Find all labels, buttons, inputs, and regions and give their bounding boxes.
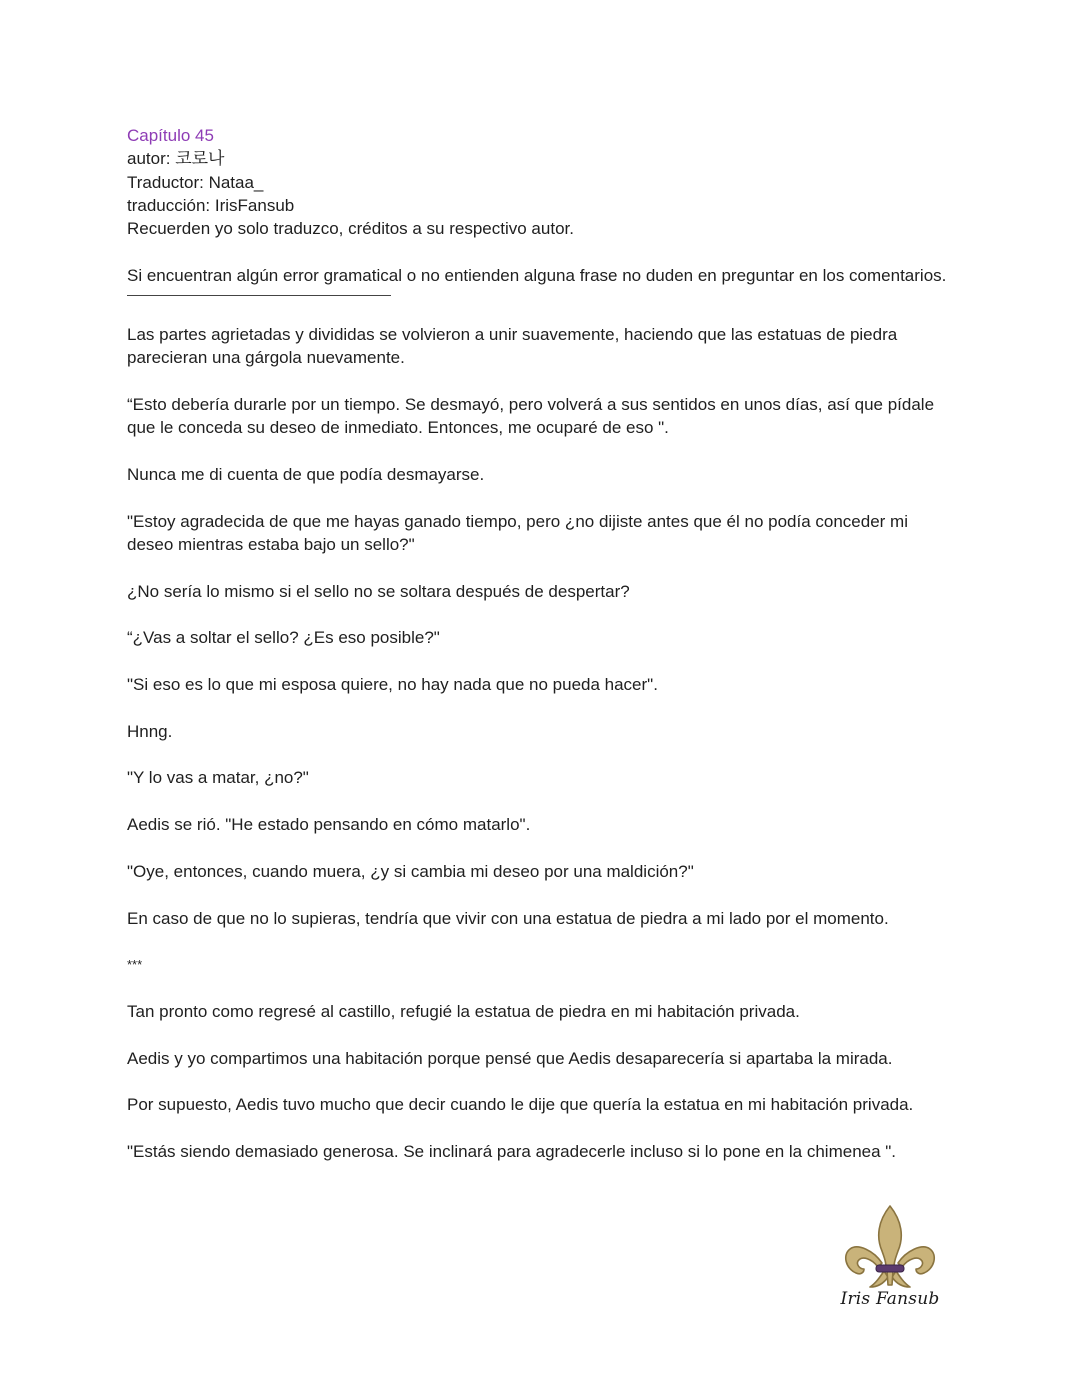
reminder-line: Recuerden yo solo traduzco, créditos a su respectivo autor. [127,219,574,239]
scene-break: *** [127,957,143,973]
divider [127,295,391,296]
spacer [127,240,957,263]
author-line: autor: 코로나 [127,149,225,169]
paragraph: Hnng. [127,721,173,741]
paragraph: Por supuesto, Aedis tuvo mucho que decir cuando le dije que quería la estatua en mi habitación privada. [127,1095,914,1115]
paragraph: Nunca me di cuenta de que podía desmayarse. [127,465,485,485]
paragraph: "Si eso es lo que mi esposa quiere, no hay nada que no pueda hacer". [127,675,658,695]
document-page [127,124,957,1187]
paragraph: Las partes agrietadas y divididas se volvieron a unir suavemente, haciendo que las estatuas de piedra parecieran una gárgola nuevamente. [127,325,898,368]
paragraph: "Y lo vas a matar, ¿no?" [127,768,309,788]
iris-fansub-logo [838,1203,942,1315]
paragraph: Tan pronto como regresé al castillo, refugié la estatua de piedra en mi habitación privada. [127,1001,800,1021]
chapter-title: Capítulo 45 [127,126,214,145]
paragraph: ¿No sería lo mismo si el sello no se soltara después de despertar? [127,581,630,601]
paragraph: "Estoy agradecida de que me hayas ganado tiempo, pero ¿no dijiste antes que él no podía conceder mi deseo mientras estaba bajo un sello?" [127,511,908,555]
logo-text: Iris Fansub [840,1289,940,1309]
paragraph: "Oye, entonces, cuando muera, ¿y si cambia mi deseo por una maldición?" [127,861,694,881]
paragraph: “¿Vas a soltar el sello? ¿Es eso posible?" [127,628,440,648]
paragraph: En caso de que no lo supieras, tendría que vivir con una estatua de piedra a mi lado por el momento. [127,908,889,928]
translation-line: traducción: IrisFansub [127,195,295,215]
paragraph: Aedis y yo compartimos una habitación porque pensé que Aedis desaparecería si apartaba la mirada. [127,1048,893,1068]
paragraph: Aedis se rió. "He estado pensando en cómo matarlo". [127,815,531,835]
translator-line: Traductor: Nataa_ [127,172,264,192]
translator-note: Si encuentran algún error gramatical o no entienden alguna frase no duden en preguntar en los comentarios. [127,265,947,285]
fleur-de-lis-icon [838,1203,942,1291]
paragraph: "Estás siendo demasiado generosa. Se inclinará para agradecerle incluso si lo pone en la chimenea ". [127,1141,897,1161]
paragraph: “Esto debería durarle por un tiempo. Se desmayó, pero volverá a sus sentidos en unos días, así que pídale que le conceda su deseo de inmediato. Entonces, me ocuparé de eso ". [127,395,935,438]
